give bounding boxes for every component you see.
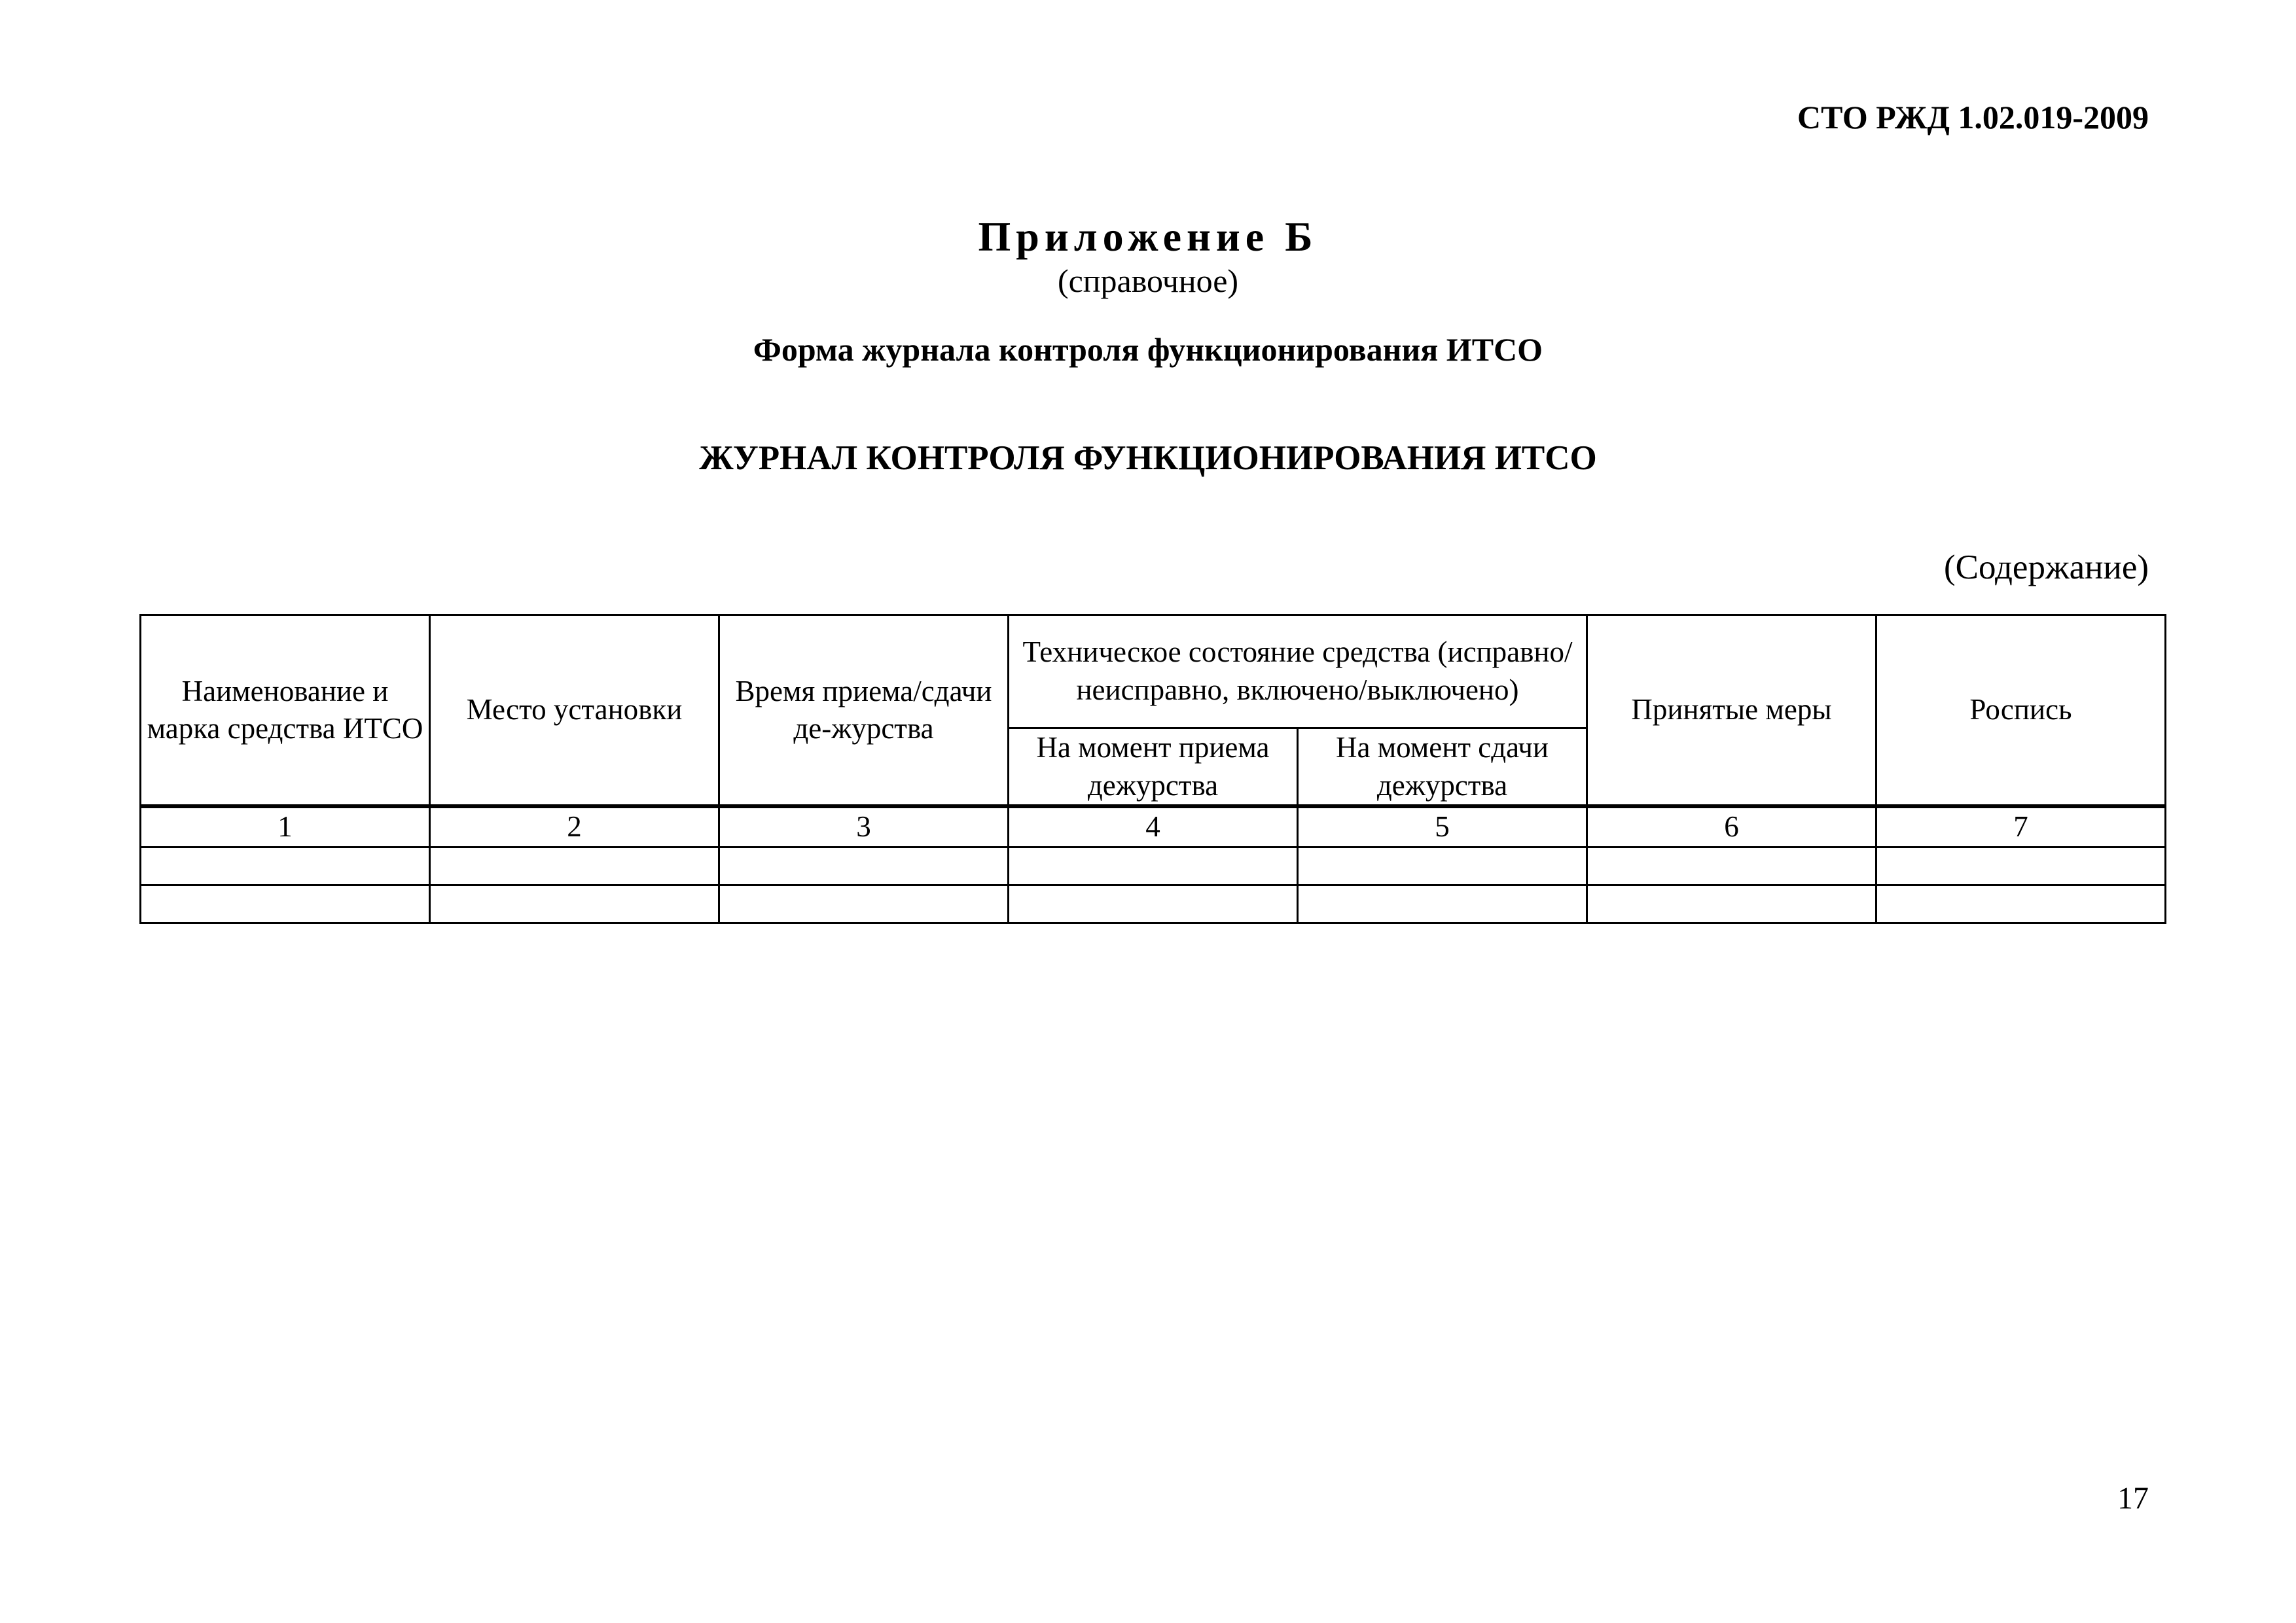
table-row [141,885,2166,923]
journal-title: ЖУРНАЛ КОНТРОЛЯ ФУНКЦИОНИРОВАНИЯ ИТСО [699,439,1597,477]
table-cell [1009,847,1298,885]
table-cell [141,885,430,923]
header-state-at-acceptance: На момент приема дежурства [1009,728,1298,807]
column-number: 2 [430,806,719,847]
column-number: 4 [1009,806,1298,847]
table-cell [1587,885,1876,923]
header-location: Место установки [430,615,719,807]
column-number: 6 [1587,806,1876,847]
table-cell [141,847,430,885]
header-signature: Роспись [1876,615,2166,807]
appendix-kind: (справочное) [1057,262,1239,299]
table-cell [719,847,1009,885]
column-number: 5 [1298,806,1587,847]
column-number: 3 [719,806,1009,847]
table-cell [719,885,1009,923]
header-shift-time: Время приема/сдачи де-журства [719,615,1009,807]
table-cell [1298,885,1587,923]
table-cell [1009,885,1298,923]
header-measures: Принятые меры [1587,615,1876,807]
table-cell [430,847,719,885]
table-header-row [141,615,2166,728]
journal-table [139,614,2166,924]
document-code: СТО РЖД 1.02.019-2009 [1797,99,2149,135]
header-technical-state: Техническое состояние средства (исправно/неисправно, включено/выключено) [1009,615,1587,728]
table-number-row [141,806,2166,847]
table-cell [1876,847,2166,885]
table-cell [1298,847,1587,885]
header-state-at-handover: На момент сдачи дежурства [1298,728,1587,807]
contents-label: (Содержание) [1943,548,2149,586]
header-item-name: Наименование и марка средства ИТСО [141,615,430,807]
table-cell [1876,885,2166,923]
appendix-title: Приложение Б [978,213,1318,260]
table-row [141,847,2166,885]
form-title: Форма журнала контроля функционирования ИТСО [753,331,1543,368]
table-cell [430,885,719,923]
column-number: 7 [1876,806,2166,847]
column-number: 1 [141,806,430,847]
page-number: 17 [2117,1481,2149,1516]
table-cell [1587,847,1876,885]
